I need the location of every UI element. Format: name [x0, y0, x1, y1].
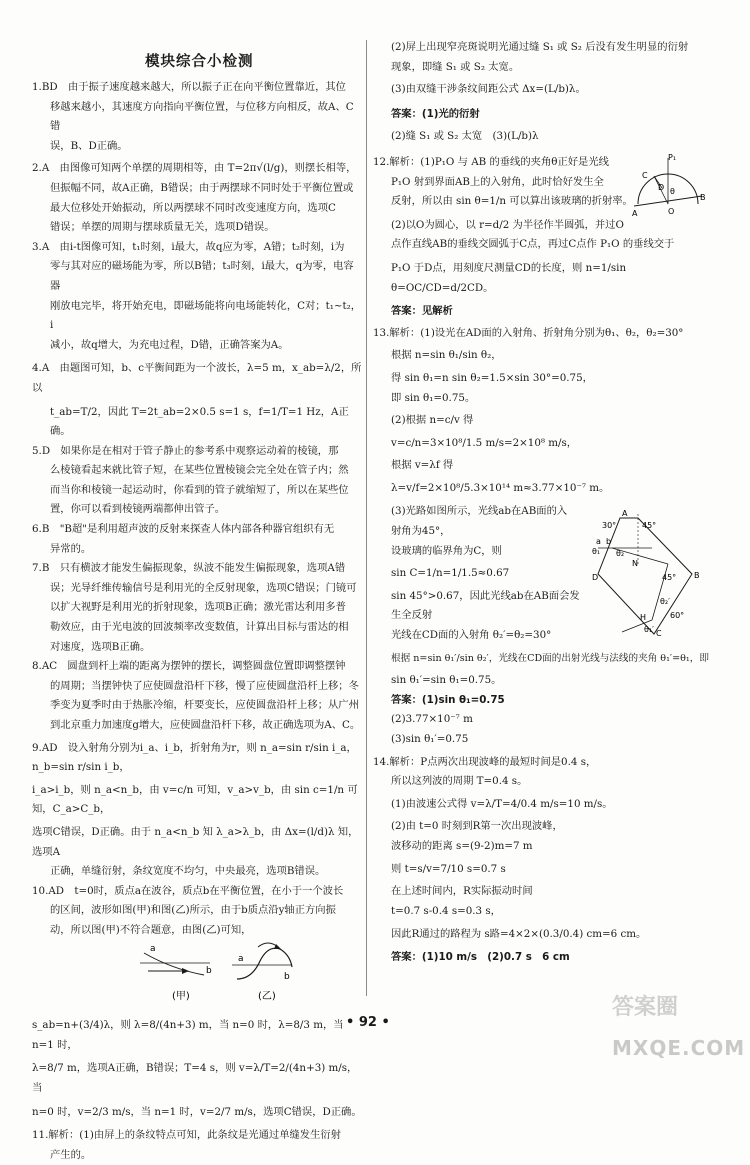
text-line: 刚放电完毕，将开始充电，即磁场能将向电场能转化，C对；t₁~t₂，i — [50, 299, 362, 332]
text-line: 减小，故q增大，为充电过程，D错，正确答案为A。 — [50, 338, 289, 351]
text-line: 以扩大视野是利用光的折射现象，选项B正确；激光雷达利用多普 — [50, 601, 346, 614]
semicircle-figure — [630, 150, 710, 222]
text-line: (3)sin θ₁′=0.75 — [391, 733, 469, 745]
text-line: 但振幅不同，故A正确，B错误；由于两摆球不同时处于平衡位置或 — [50, 181, 354, 194]
text-line: 生全反射 — [391, 609, 433, 622]
fig12-label-b: B — [700, 193, 706, 202]
wave-label-b: b — [206, 965, 212, 976]
fig13-label-c: C — [656, 629, 662, 638]
answer-line: 答案：(1)10 m/s (2)0.7 s 6 cm — [391, 950, 570, 963]
text-line: 的周期；当摆钟快了应使圆盘沿杆下移，慢了应使圆盘沿杆上移；冬 — [50, 679, 359, 692]
fig12-label-p1: P₁ — [668, 153, 677, 162]
text-line: t=0.7 s-0.4 s=0.3 s， — [391, 904, 501, 917]
text-line: 1.BD 由于振子速度越来越大，所以振子正在向平衡位置靠近，其位 — [32, 81, 346, 93]
text-line: s_ab=n+(3/4)λ，则 λ=8/(4n+3) m，当 n=0 时，λ=8/3 m，当 n=1 时， — [32, 1019, 344, 1051]
fig13-label-h: H — [640, 613, 647, 622]
fig13-label-b: B — [694, 571, 700, 580]
text-line: 14.解析：P点两次出现波峰的最短时间是0.4 s， — [373, 755, 597, 768]
wave-figure — [32, 941, 362, 1009]
fig12-label-c: C — [642, 171, 648, 180]
text-line: 所以这列波的周期 T=0.4 s。 — [391, 775, 528, 788]
fig13-label-45: 45° — [642, 521, 657, 530]
text-line: t_ab=T/2，因此 T=2t_ab=2×0.5 s=1 s，f=1/T=1 Hz，A正确。 — [50, 405, 349, 438]
fig13-label-a: A — [622, 509, 628, 518]
fig13-label-ray-b: b — [606, 537, 612, 546]
text-line: n=0 时，v=2/3 m/s，当 n=1 时，v=2/7 m/s，选项C错误，D正确。 — [32, 1105, 362, 1118]
fig12-label-a: A — [632, 209, 638, 218]
text-line: sin 45°>0.67，因此光线ab在AB面会发 — [391, 589, 580, 602]
text-line: 零与其对应的磁场能为零，所以B错；t₃时刻，i最大，q为零，电容器 — [50, 260, 354, 292]
text-line: (2)3.77×10⁻⁷ m — [391, 713, 473, 726]
text-line: (2)缝 S₁ 或 S₂ 太宽 (3)(L/b)λ — [391, 130, 539, 143]
caption-yi: (乙) — [258, 990, 276, 1002]
text-line: (2)由 t=0 时刻到R第一次出现波峰， — [391, 820, 563, 833]
text-line: 10.AD t=0时，质点a在波谷，质点b在平衡位置，在小于一个波长 — [32, 884, 344, 897]
fig13-label-60: 60° — [670, 611, 685, 620]
text-line: 7.B 只有横波才能发生偏振现象，纵波不能发生偏振现象，选项A错 — [32, 562, 346, 575]
text-line: 波移动的距离 s=(9-2)m=7 m — [391, 839, 533, 852]
prism-figure — [592, 508, 707, 638]
text-line: 3.A 由i-t图像可知，t₁时刻，i最大，故q应为零，A错；t₂时刻，i为 — [32, 240, 345, 253]
text-line: 到北京重力加速度g增大，应使圆盘沿杆下移，故正确选项为A、C。 — [50, 719, 361, 731]
answer-line: 答案：(1)sin θ₁=0.75 — [391, 693, 505, 706]
text-line: (3)由双缝干涉条纹间距公式 Δx=(L/b)λ。 — [391, 83, 586, 96]
text-line: 得 sin θ₁=n sin θ₂=1.5×sin 30°=0.75， — [391, 371, 593, 384]
text-line: 即 sin θ₁=0.75。 — [391, 391, 476, 404]
text-line: 季变为夏季时由于热胀冷缩，杆要变长，应使圆盘沿杆上移；从广州 — [50, 699, 359, 712]
answer-line: 答案：(1)光的衍射 — [391, 107, 480, 120]
text-line: 13.解析：(1)设光在AD面的入射角、折射角分别为θ₁、θ₂，θ₂=30° — [373, 326, 684, 339]
text-line: 最大位移处开始振动，所以两摆球不同时改变速度方向，选项C — [50, 201, 336, 214]
text-line: 光线在CD面的入射角 θ₂′=θ₂=30° — [391, 629, 552, 642]
fig13-label-theta2: θ₂ — [616, 549, 625, 558]
text-line: 对速度，选项B正确。 — [50, 640, 151, 653]
text-line: 移越来越小，其速度方向指向平衡位置，与位移方向相反，故A、C错 — [50, 100, 354, 133]
watermark-site: MXQE.COM — [612, 1036, 746, 1060]
text-line: 6.B "B超"是利用超声波的反射来探查人体内部各种器官组织有无 — [32, 523, 335, 536]
right-column — [373, 0, 725, 968]
text-line: P₁O 于D点，用刻度尺测量CD的长度，则 n=1/sin θ=OC/CD=d/2CD。 — [391, 261, 627, 294]
text-line: 9.AD 设入射角分别为i_a、i_b，折射角为r，则 n_a=sin r/sin i_a，n_b=sin r/sin i_b， — [32, 741, 357, 774]
text-line: 11.解析：(1)由屏上的条纹特点可知，此条纹是光通过单缝发生衍射 — [32, 1129, 341, 1142]
text-line: 根据 n=sin θ₁′/sin θ₂′，光线在CD面的出射光线与法线的夹角 θ₁′=θ₁，即 — [391, 652, 709, 664]
left-column — [32, 0, 362, 1165]
text-line: (2)屏上出现窄亮斑说明光通过缝 S₁ 或 S₂ 后没有发生明显的衍射 — [391, 41, 689, 53]
fig13-label-theta1p: θ₁′ — [644, 625, 654, 634]
text-line: 则 t=s/v=7/10 s=0.7 s — [391, 862, 506, 875]
text-line: λ=v/f=2×10⁸/5.3×10¹⁴ m≈3.77×10⁻⁷ m。 — [391, 481, 610, 494]
text-line: i_a>i_b，则 n_a<n_b，由 v=c/n 可知，v_a>v_b，由 sin c=1/n 可知，C_a>C_b， — [32, 783, 358, 816]
text-line: 误；光导纤维传输信号是利用光的全反射现象，选项C错误；门镜可 — [50, 581, 357, 594]
text-line: 动，所以图(甲)不符合题意，由图(乙)可知， — [50, 923, 252, 936]
fig12-label-d: D — [658, 183, 665, 192]
text-line: 异常的。 — [50, 542, 92, 555]
text-line: 8.AC 圆盘到杆上端的距离为摆钟的摆长，调整圆盘位置即调整摆钟 — [32, 660, 346, 673]
text-line: 么棱镜看起来就比管子短，在某些位置棱镜会完全处在管子内；然 — [50, 464, 349, 477]
text-line: 错误；单摆的周期与摆球质量无关，选项D错误。 — [50, 221, 275, 234]
wave-label-a2: a — [238, 953, 244, 964]
text-line: 2.A 由图像可知两个单摆的周期相等，由 T=2π√(l/g)，则摆长相等， — [32, 162, 357, 175]
text-line: (1)由波速公式得 v=λ/T=4/0.4 m/s=10 m/s。 — [391, 797, 613, 810]
fig13-label-theta1: θ₁ — [592, 547, 601, 556]
text-line: 设玻璃的临界角为C，则 — [391, 544, 502, 557]
column-divider — [366, 40, 367, 996]
text-line: (2)根据 n=c/v 得 — [391, 414, 474, 427]
text-line: (3)光路如图所示，光线ab在AB面的入 — [391, 505, 568, 518]
page-title: 模块综合小检测 — [145, 54, 254, 70]
text-line: 选项C错误，D正确。由于 n_a<n_b 知 λ_a>λ_b，由 Δx=(l/d)λ 知，选项A — [32, 825, 359, 858]
text-line: λ=8/7 m，选项A正确，B错误；T=4 s，则 v=λ/T=2/(4n+3) m/s，当 — [32, 1062, 358, 1094]
text-line: 根据 v=λf 得 — [391, 459, 454, 472]
text-line: 现象，即缝 S₁ 或 S₂ 太宽。 — [391, 60, 520, 73]
text-line: (2)以O为圆心，以 r=d/2 为半径作半圆弧，并过O — [391, 218, 624, 231]
caption-jia: (甲) — [172, 990, 190, 1002]
fig13-label-ray-a: a — [596, 537, 601, 546]
text-line: 12.解析：(1)P₁O 与 AB 的垂线的夹角θ正好是光线 — [373, 155, 609, 168]
watermark-logo: 答案圈 — [612, 995, 679, 1020]
fig13-label-45b: 45° — [662, 573, 677, 582]
fig13-label-d: D — [592, 573, 599, 582]
wave-label-a: a — [150, 943, 156, 954]
text-line: 置，你可以看到棱镜两端都伸出管子。 — [50, 503, 226, 516]
text-line: 产生的。 — [50, 1148, 92, 1161]
fig13-label-n: N — [632, 559, 638, 568]
text-line: 4.A 由题图可知，b、c平衡间距为一个波长，λ=5 m，x_ab=λ/2，所以 — [32, 362, 362, 394]
text-line: P₁O 射到界面AB上的入射角，此时恰好发生全 — [391, 175, 604, 188]
text-line: 正确，单缝衍射，条纹宽度不均匀，中央最亮，选项B错误。 — [50, 865, 326, 878]
text-line: 而当你和棱镜一起运动时，你看到的管子就缩短了，所以在某些位 — [50, 483, 349, 496]
text-line: v=c/n=3×10⁸/1.5 m/s=2×10⁸ m/s， — [391, 436, 578, 449]
text-line: 在上述时间内，R实际振动时间 — [391, 885, 533, 898]
fig13-label-theta2p: θ₂′ — [660, 597, 670, 606]
page-number: • 92 • — [346, 1015, 390, 1030]
wave-label-b2: b — [284, 971, 290, 982]
text-line: 5.D 如果你是在相对于管子静止的参考系中观察运动着的棱镜，那 — [32, 444, 339, 457]
text-line: 勒效应，由于光电波的回波频率改变数值，计算出目标与雷达的相 — [50, 621, 349, 634]
answer-line: 答案：见解析 — [391, 305, 453, 318]
fig12-label-theta: θ — [670, 187, 675, 196]
text-line: 误，B、D正确。 — [50, 139, 128, 152]
text-line: 反射，所以由 sin θ=1/n 可以算出该玻璃的折射率。 — [391, 195, 633, 208]
text-line: 的区间，波形如图(甲)和图(乙)所示，由于b质点沿y轴正方向振 — [50, 904, 336, 917]
text-line: sin θ₁′=sin θ₁=0.75。 — [391, 674, 502, 687]
text-line: sin C=1/n=1/1.5≈0.67 — [391, 567, 510, 580]
text-line: 射角为45°， — [391, 525, 451, 538]
fig13-label-30: 30° — [602, 521, 617, 530]
text-line: 点作直线AB的垂线交圆弧于C点，再过C点作 P₁O 的垂线交于 — [391, 238, 675, 251]
text-line: 根据 n=sin θ₁/sin θ₂， — [391, 349, 502, 362]
fig12-label-o: O — [668, 207, 675, 216]
text-line: 因此R通过的路程为 s路=4×2×(0.3/0.4) cm=6 cm。 — [391, 928, 647, 941]
